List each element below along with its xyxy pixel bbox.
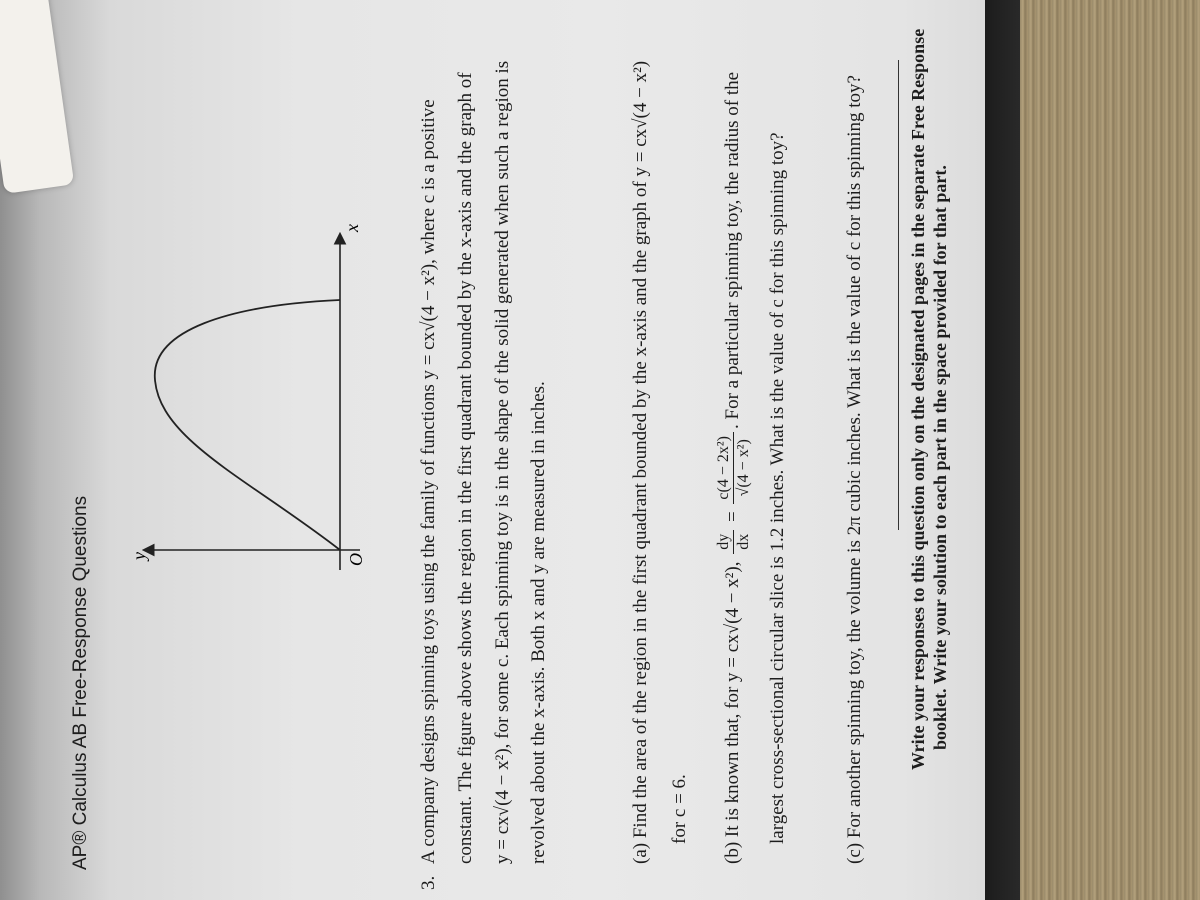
- part-a-label: (a): [630, 842, 651, 864]
- footer-instructions: [908, 28, 951, 770]
- question-number: 3.: [418, 875, 439, 890]
- intro-line-4: revolved about the x-axis. Both x and y are measured in inches.: [528, 381, 550, 864]
- derivative: [714, 530, 753, 554]
- expression-numerator: c(4 − 2x²): [714, 432, 734, 504]
- wooden-desk: [1020, 0, 1200, 900]
- page-header: AP® Calculus AB Free-Response Questions: [70, 495, 91, 870]
- footer-line-1: Write your responses to this question only on the designated pages in the separate Free Response: [908, 28, 928, 770]
- footer-line-2: booklet. Write your solution to each part in the space provided for that part.: [929, 165, 950, 750]
- intro-line-3: y = cx√(4 − x²), for some c. Each spinning toy is in the shape of the solid generated when such a region is: [491, 60, 513, 864]
- part-b-text-before: It is known that, for y = cx√(4 − x²),: [722, 561, 744, 838]
- derivative-numerator: dy: [714, 530, 734, 554]
- intro-line-2: constant. The figure above shows the region in the first quadrant bounded by the x-axis and the graph of: [454, 72, 476, 864]
- curve: [155, 300, 340, 550]
- part-a: [630, 30, 692, 890]
- part-c: [844, 30, 867, 890]
- part-b-label: (b): [722, 841, 744, 864]
- region-graph: [120, 210, 380, 630]
- part-b: [714, 30, 790, 890]
- x-axis-label: x: [342, 224, 362, 232]
- part-a-line-1: Find the area of the region in the first quadrant bounded by the x-axis and the graph of y = cx√(4 − x²): [630, 60, 651, 839]
- question-intro: [418, 30, 551, 890]
- exam-page: [60, 10, 990, 890]
- part-b-text-after: . For a particular spinning toy, the radius of the: [722, 71, 744, 429]
- derivative-expression: [714, 432, 753, 504]
- part-c-label: (c): [844, 842, 865, 864]
- origin-label: O: [346, 553, 366, 566]
- divider-line: [898, 60, 899, 530]
- monitor-bezel: [985, 0, 1025, 900]
- y-axis-label: y: [129, 552, 149, 560]
- equals-sign: =: [722, 511, 744, 523]
- derivative-denominator: dx: [735, 533, 753, 550]
- part-b-line-2: largest cross-sectional circular slice is 1.2 inches. What is the value of c for this spinning toy?: [767, 132, 789, 844]
- expression-denominator: √(4 − x²): [735, 439, 753, 497]
- part-c-text: For another spinning toy, the volume is 2π cubic inches. What is the value of c for this spinning toy?: [844, 75, 865, 839]
- part-a-line-2: for c = 6.: [668, 774, 690, 844]
- intro-line-1: A company designs spinning toys using the family of functions y = cx√(4 − x²), where c is a positive: [418, 99, 439, 864]
